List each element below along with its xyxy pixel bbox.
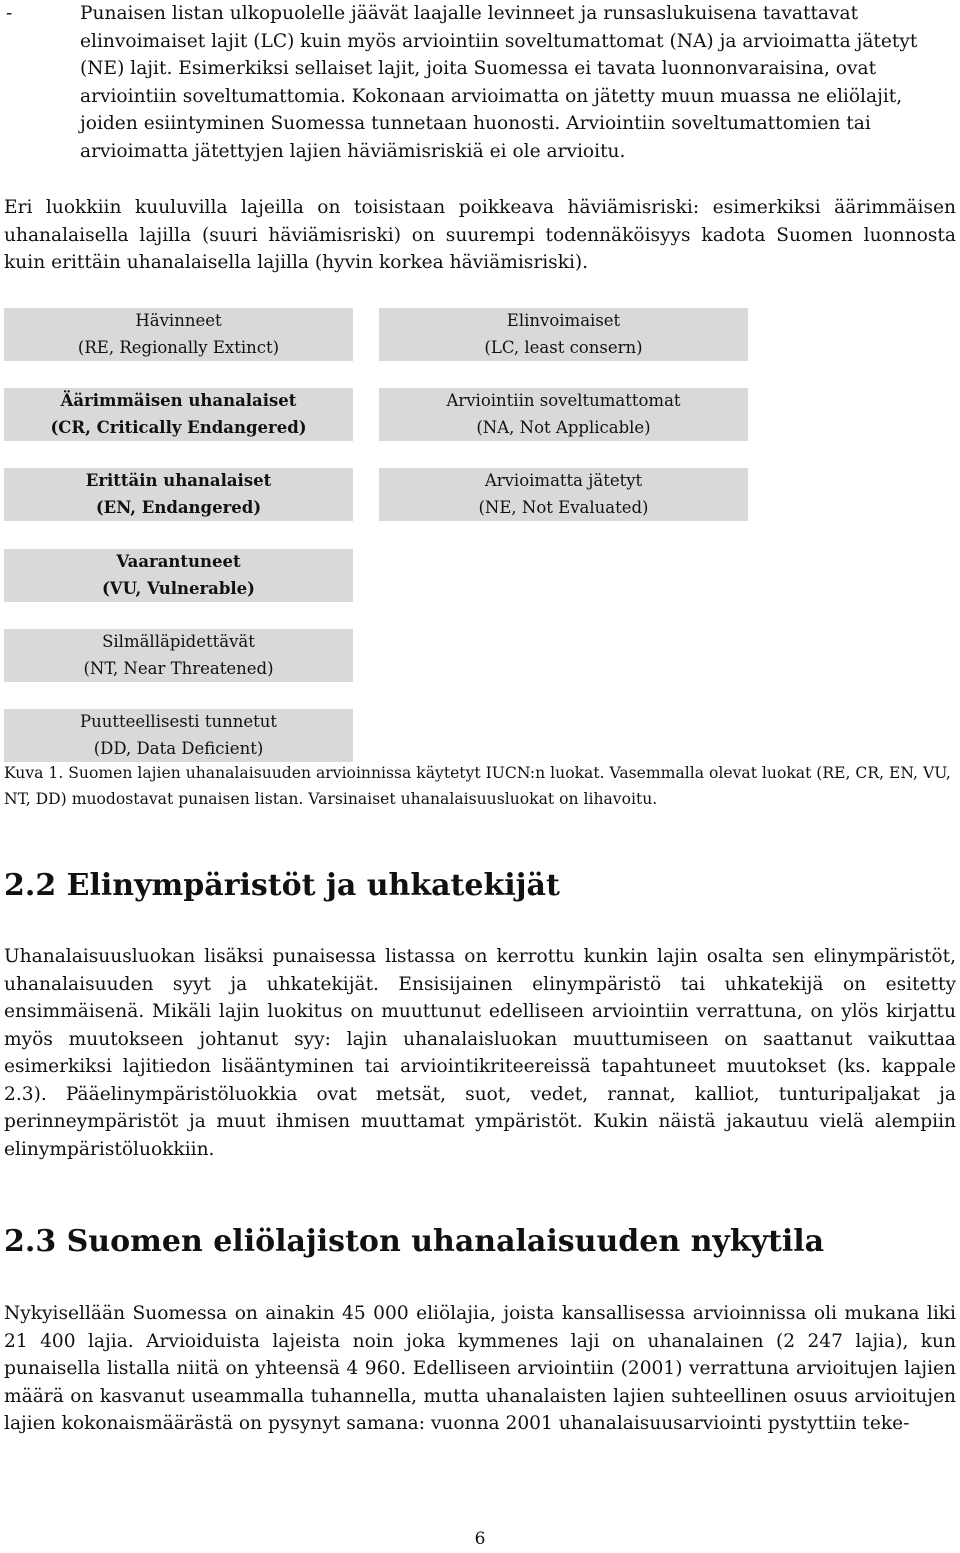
section-body-2-2: Uhanalaisuusluokan lisäksi punaisessa listassa on kerrottu kunkin lajin osalta sen elinympäristöt, uhanalaisuuden syyt ja uhkatekijät. Ensisijainen elinympäristö tai uhkatekijä on esitetty ensimmäisenä. Mikäli lajin luokitus on muuttunut edelliseen arviointiin verrattuna, on ylös kirjattu myös muutokseen johtanut syy: lajin uhanalaisluokan muuttumiseen on saattanut vaikuttaa esimerkiksi lajitiedon lisääntyminen tai arviointikriteereissä tapahtuneet muutokset (ks. kappale 2.3). Pääelinympäristöluokkia ovat metsät, suot, vedet, rannat, kalliot, tunturipaljakat ja perinneympäristöt ja muut ihmisen muuttamat ympäristöt. Kukin näistä jakautuu vielä alempiin elinympäristöluokkiin. bbox=[4, 946, 956, 1160]
category-nt-name: Silmälläpidettävät bbox=[102, 632, 255, 651]
category-dd bbox=[4, 709, 353, 762]
page-number: 6 bbox=[474, 1529, 486, 1549]
category-ne-code: (NE, Not Evaluated) bbox=[478, 497, 649, 517]
category-vu-name: Vaarantuneet bbox=[116, 552, 241, 571]
category-nt bbox=[4, 629, 353, 682]
category-re-name: Hävinneet bbox=[135, 311, 222, 330]
category-lc-name: Elinvoimaiset bbox=[506, 311, 621, 330]
category-re bbox=[4, 308, 353, 361]
section-heading-2-3: 2.3 Suomen eliölajiston uhanalaisuuden nykytila bbox=[4, 1224, 825, 1259]
category-ne-name: Arvioimatta jätetyt bbox=[484, 471, 643, 490]
bullet-item bbox=[0, 0, 960, 170]
category-vu-code: (VU, Vulnerable) bbox=[102, 578, 255, 598]
section-heading-2-2: 2.2 Elinympäristöt ja uhkatekijät bbox=[4, 868, 560, 903]
category-re-code: (RE, Regionally Extinct) bbox=[77, 337, 280, 357]
category-na-name: Arviointiin soveltumattomat bbox=[446, 391, 681, 410]
category-cr-code: (CR, Critically Endangered) bbox=[50, 417, 307, 437]
category-ne bbox=[379, 468, 748, 521]
bullet-text: Punaisen listan ulkopuolelle jäävät laajalle levinneet ja runsaslukuisena tavattavat elinvoimaiset lajit (LC) kuin myös arviointiin soveltumattomat (NA) ja arvioimatta jätetyt (NE) lajit. Esimerkiksi sellaiset lajit, joita Suomessa ei tavata luonnonvaraisina, ovat arviointiin soveltumattomia. Kokonaan arvioimatta on jätetty muun muassa ne eliölajit, joiden esiintyminen Suomessa tunnetaan huonosti. Arviointiin soveltumattomien tai arvioimatta jätettyjen lajien häviämisriskiä ei ole arvioitu. bbox=[80, 3, 918, 162]
figure-caption: Kuva 1. Suomen lajien uhanalaisuuden arvioinnissa käytetyt IUCN:n luokat. Vasemmalla olevat luokat (RE, CR, EN, VU, NT, DD) muodostavat punaisen listan. Varsinaiset uhanalaisuusluokat on lihavoitu. bbox=[4, 764, 951, 808]
category-lc-code: (LC, least consern) bbox=[484, 337, 643, 357]
section-body-2-3: Nykyisellään Suomessa on ainakin 45 000 eliölajia, joista kansallisessa arvioinnissa oli mukana liki 21 400 lajia. Arvioiduista lajeista noin joka kymmenes laji on uhanalainen (2 247 lajia), kun punaisella listalla niitä on yhteensä 4 960. Edelliseen arviointiin (2001) verrattuna arvioitujen lajien määrä on kasvanut useammalla tuhannella, mutta uhanalaisten lajien suhteellinen osuus arvioitujen lajien kokonaismäärästä on pysynyt samana: vuonna 2001 uhanalaisuusarviointi pystyttiin teke- bbox=[4, 1303, 956, 1434]
category-cr-name: Äärimmäisen uhanalaiset bbox=[60, 391, 297, 410]
bullet-marker: - bbox=[6, 3, 13, 24]
category-en bbox=[4, 468, 353, 521]
paragraph-risk: Eri luokkiin kuuluvilla lajeilla on toisistaan poikkeava häviämisriski: esimerkiksi äärimmäisen uhanalaisella lajilla (suuri häviämisriski) on suurempi todennäköisyys kadota Suomen luonnosta kuin erittäin uhanalaisella lajilla (hyvin korkea häviämisriski). bbox=[4, 197, 956, 273]
category-dd-code: (DD, Data Deficient) bbox=[93, 738, 264, 758]
category-en-name: Erittäin uhanalaiset bbox=[85, 471, 272, 490]
category-dd-name: Puutteellisesti tunnetut bbox=[80, 712, 277, 731]
category-en-code: (EN, Endangered) bbox=[95, 497, 262, 517]
category-vu bbox=[4, 549, 353, 602]
category-cr bbox=[4, 388, 353, 441]
category-na-code: (NA, Not Applicable) bbox=[476, 417, 651, 437]
category-lc bbox=[379, 308, 748, 361]
category-na bbox=[379, 388, 748, 441]
category-nt-code: (NT, Near Threatened) bbox=[83, 658, 274, 678]
